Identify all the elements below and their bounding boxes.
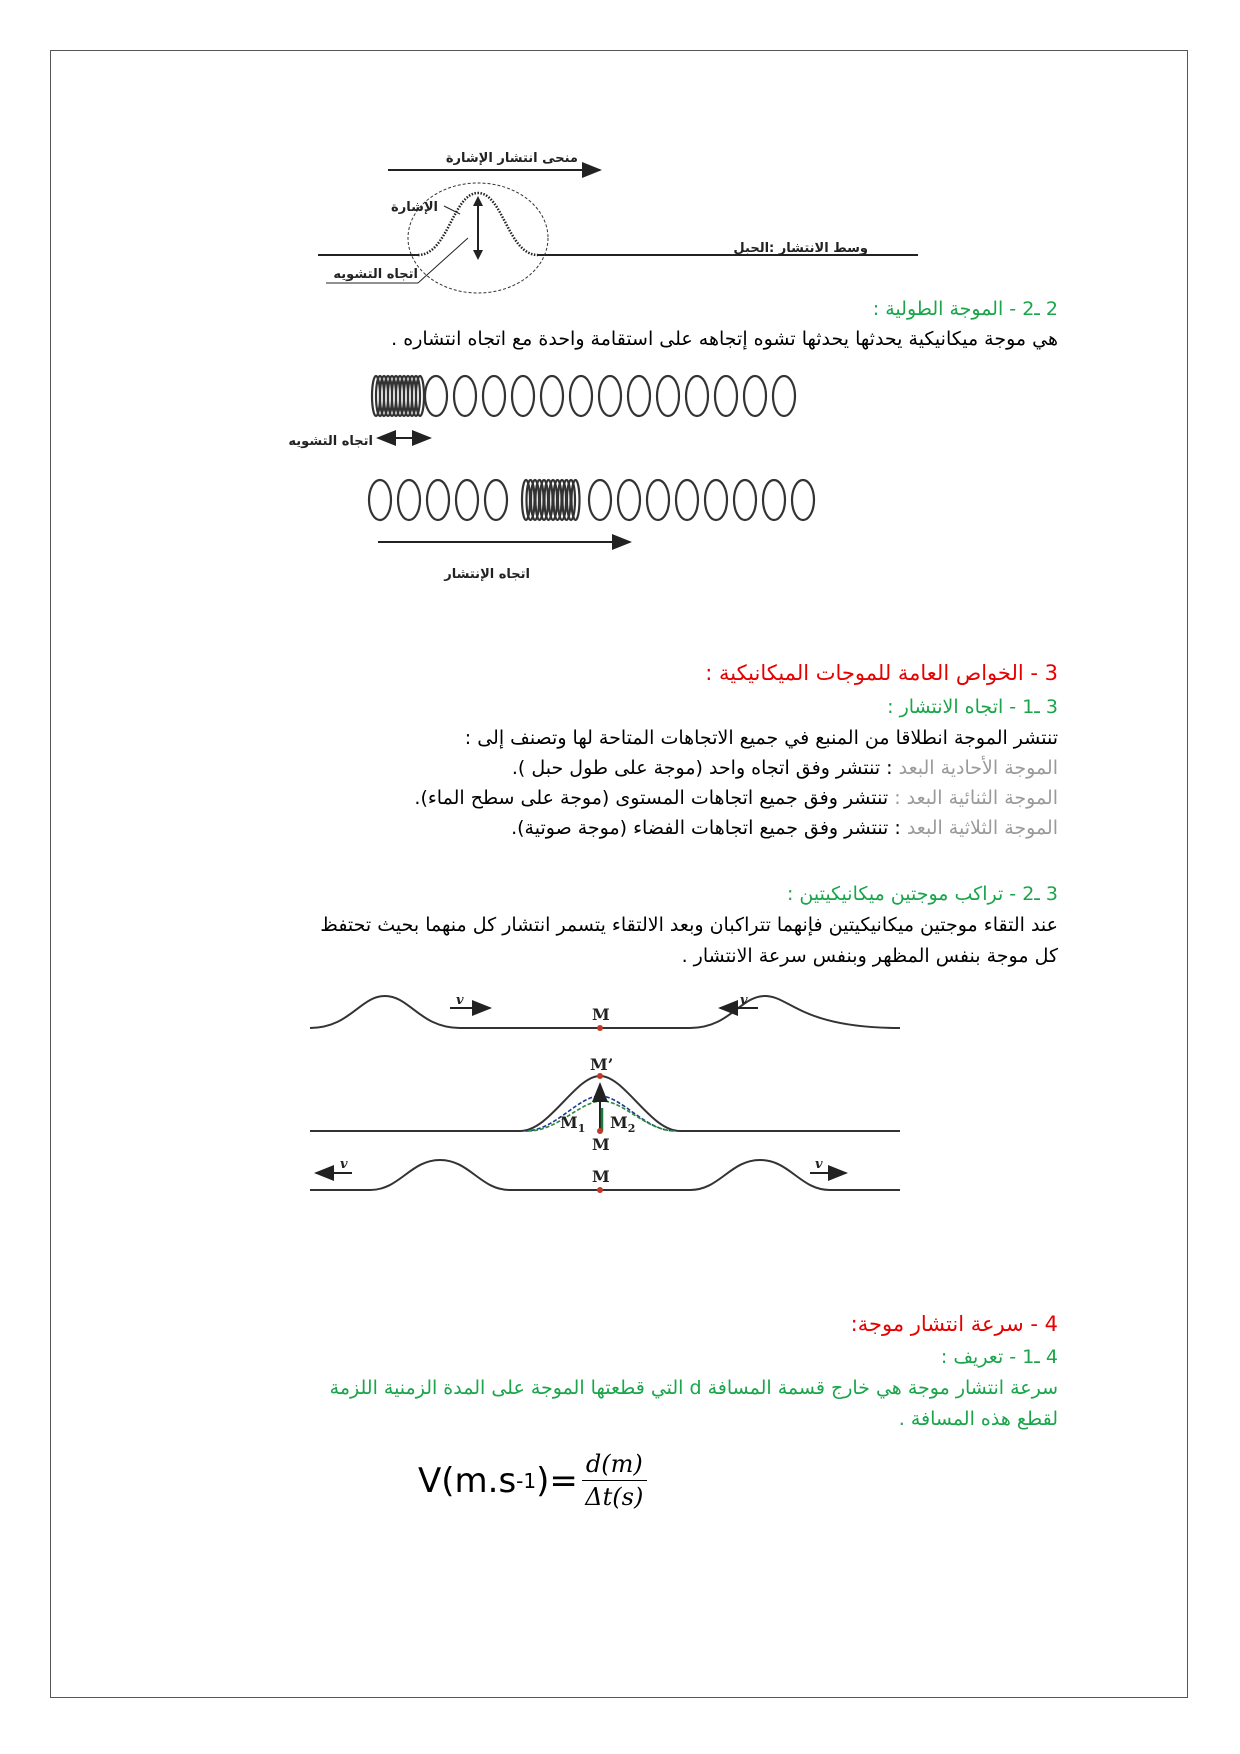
label-propagation-direction: منحى انتشار الإشارة: [445, 151, 578, 166]
spring-coil: [773, 376, 795, 416]
spring-coil: [541, 376, 563, 416]
spring-coil: [676, 480, 698, 520]
spring-bottom: [369, 480, 814, 520]
spring-coil: [705, 480, 727, 520]
label-v-top-left: v: [456, 993, 464, 1008]
spring-coil: [512, 376, 534, 416]
label-m2: $M_2$: [610, 1113, 636, 1135]
label-v-top-right: v: [740, 993, 748, 1008]
spring-coil: [686, 376, 708, 416]
spring-coil: [734, 480, 756, 520]
spring-coil: [398, 480, 420, 520]
formula-numerator: d(m): [582, 1450, 647, 1481]
text-3-2-line1: عند التقاء موجتين ميكانيكيتين فإنهما تتراكبان وبعد الالتقاء يتسمر انتشار كل منهما بحيث تحتفظ: [320, 914, 1058, 936]
list-item-1d: الموجة الأحادية البعد : تنتشر وفق اتجاه واحد (موجة على طول حبل ).: [511, 757, 1058, 779]
figure-transverse-pulse: [318, 148, 918, 298]
spring-coil: [628, 376, 650, 416]
figure-superposition: [310, 988, 910, 1208]
text-2-2: هي موجة ميكانيكية يحدثها يحدثها تشوه إتجاهه على استقامة واحدة مع اتجاه انتشاره .: [391, 328, 1058, 350]
spring-coil: [483, 376, 505, 416]
heading-4-1: 4 ـ1 - تعريف :: [940, 1346, 1058, 1368]
spring-coil: [657, 376, 679, 416]
formula-fraction: [582, 1450, 647, 1511]
label-m-prime: M’: [590, 1055, 614, 1074]
heading-3: 3 - الخواص العامة للموجات الميكانيكية :: [705, 661, 1058, 685]
label-m-top: M: [592, 1005, 610, 1024]
figure-longitudinal-spring: [288, 368, 900, 588]
label-m-middle: M: [592, 1135, 610, 1154]
label-m-bottom: M: [592, 1167, 610, 1186]
label-m1: $M_1$: [560, 1113, 586, 1135]
spring-coil: [369, 480, 391, 520]
spring-coil: [763, 480, 785, 520]
label-propagation-direction-2: اتجاه الإنتشار: [444, 567, 530, 582]
text-4-1-line1: سرعة انتشار موجة هي خارج قسمة المسافة d التي قطعتها الموجة على المدة الزمنية اللزمة: [329, 1377, 1058, 1399]
heading-2-2: 2 ـ2 - الموجة الطولية :: [872, 298, 1058, 320]
spring-coil: [570, 376, 592, 416]
spring-top: [372, 376, 795, 416]
label-v-bottom-left: v: [340, 1157, 348, 1172]
spring-coil: [715, 376, 737, 416]
spring-coil: [589, 480, 611, 520]
label-deformation-direction: اتجاه التشويه: [333, 267, 418, 282]
label-deformation-direction-2: اتجاه التشويه: [288, 434, 373, 449]
label-v-bottom-right: v: [815, 1157, 823, 1172]
heading-3-2: 3 ـ2 - تراكب موجتين ميكانيكيتين :: [786, 883, 1058, 905]
spring-coil: [454, 376, 476, 416]
spring-coil: [618, 480, 640, 520]
spring-coil: [485, 480, 507, 520]
spring-coil: [427, 480, 449, 520]
text-3-1-intro: تنتشر الموجة انطلاقا من المنبع في جميع الاتجاهات المتاحة لها وتصنف إلى :: [464, 727, 1058, 749]
formula-equals: )=: [536, 1460, 578, 1501]
text-3-2-line2: كل موجة بنفس المظهر وبنفس سرعة الانتشار .: [681, 945, 1058, 967]
text-4-1-line2: لقطع هذه المسافة .: [898, 1408, 1058, 1430]
formula-denominator: Δt(s): [585, 1483, 644, 1511]
velocity-formula: [418, 1450, 647, 1511]
spring-coil: [456, 480, 478, 520]
spring-coil: [647, 480, 669, 520]
spring-coil: [425, 376, 447, 416]
formula-lhs: V(m.s: [418, 1460, 517, 1501]
label-medium: وسط الانتشار :الحبل: [733, 241, 868, 256]
list-item-2d: الموجة الثنائية البعد : تنتشر وفق جميع اتجاهات المستوى (موجة على سطح الماء).: [414, 787, 1058, 809]
spring-coil: [792, 480, 814, 520]
heading-3-1: 3 ـ1 - اتجاه الانتشار :: [887, 696, 1058, 718]
spring-coil: [744, 376, 766, 416]
label-signal: الإشارة: [391, 200, 438, 215]
heading-4: 4 - سرعة انتشار موجة:: [850, 1312, 1058, 1336]
formula-exponent: -1: [516, 1468, 537, 1493]
spring-coil: [599, 376, 621, 416]
list-item-3d: الموجة الثلاثية البعد : تنتشر وفق جميع اتجاهات الفضاء (موجة صوتية).: [511, 817, 1058, 839]
